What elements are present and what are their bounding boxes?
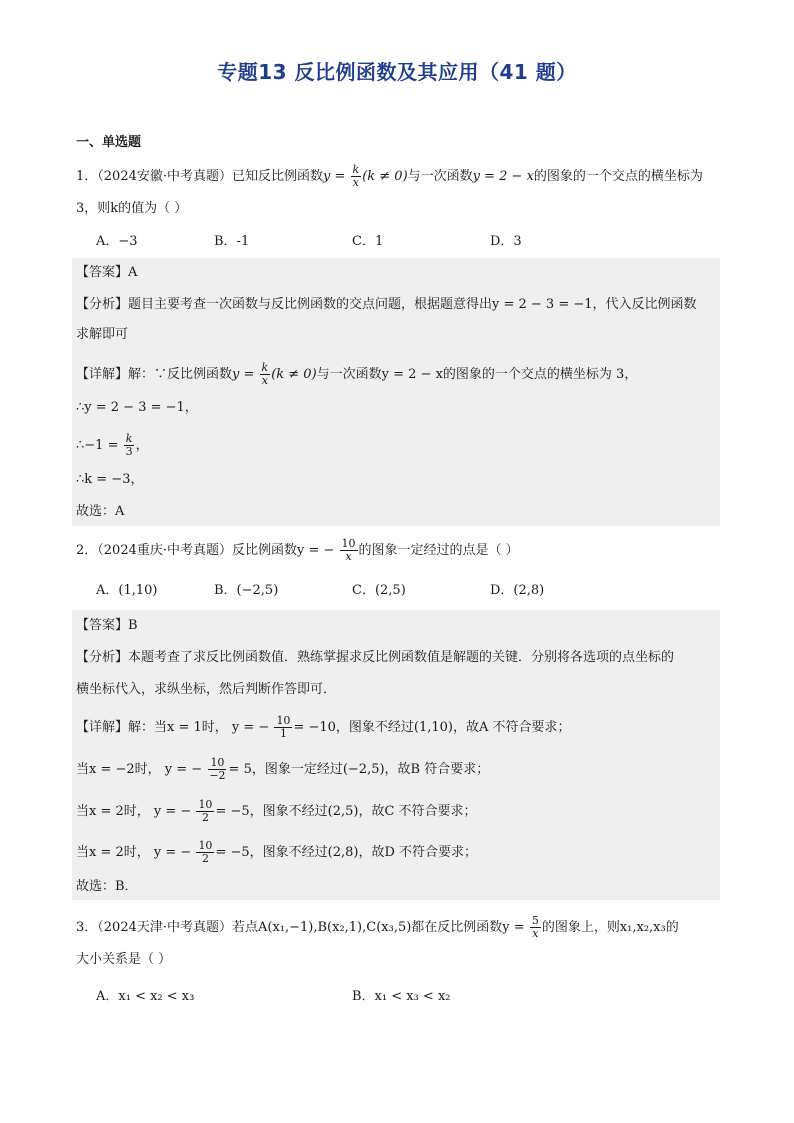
q2-detail3-text-2: = −5，图象不经过(2,5)，故C 不符合要求； <box>215 804 477 819</box>
q2-conclusion: 故选：B． <box>76 879 138 894</box>
q1-step-3: ∴k = −3， <box>76 472 144 487</box>
q2-detail1-text-2: = −10，图象不经过(1,10)，故A 不符合要求； <box>293 720 571 735</box>
frac-den: x <box>532 927 539 940</box>
q1-stem-text-2: 与一次函数 <box>407 169 473 184</box>
q3-stem <box>76 915 679 940</box>
frac-den: x <box>345 550 352 563</box>
page-title: 专题13 反比例函数及其应用（41 题） <box>217 60 577 84</box>
k-condition: (k ≠ 0) <box>362 169 408 184</box>
q3-stem-text-2: 的图象上，则x₁,x₂,x₃的 <box>541 920 679 935</box>
q2-detail4-text: 当x = 2时， y = − <box>76 845 192 860</box>
section-heading: 一、单选题 <box>76 135 142 150</box>
q1-stem-line2: 3，则k的值为（ ） <box>76 201 188 216</box>
fraction-k-over-3 <box>124 433 135 458</box>
q2-option-c: C．(2,5) <box>352 583 406 598</box>
frac-den: 1 <box>279 727 287 740</box>
q2-analysis-2: 横坐标代入，求纵坐标，然后判断作答即可． <box>76 682 337 697</box>
frac-den: −2 <box>209 769 226 782</box>
q1-step2-comma: ， <box>135 438 149 453</box>
frac-num: k <box>261 361 269 374</box>
linear-fn: y = 2 − x <box>472 169 534 184</box>
frac-den: 2 <box>201 811 209 824</box>
q2-detail4-text-2: = −5，图象不经过(2,8)，故D 不符合要求； <box>215 845 477 860</box>
math-y: y = <box>232 367 255 382</box>
frac-num: k <box>125 432 133 445</box>
fraction-5-over-x <box>530 915 541 940</box>
q2-stem-text: 2．（2024重庆·中考真题）反比例函数y = − <box>76 543 335 558</box>
frac-num: 10 <box>210 756 225 769</box>
q1-analysis-2: 求解即可 <box>76 327 129 342</box>
q2-stem-text-2: 的图象一定经过的点是（ ） <box>358 543 519 558</box>
frac-num: 5 <box>531 914 539 927</box>
q2-detail-3 <box>76 799 477 824</box>
frac-den: 2 <box>201 852 209 865</box>
q1-step-1: ∴y = 2 − 3 = −1， <box>76 400 198 415</box>
frac-den: 3 <box>125 445 133 458</box>
q2-detail-1 <box>76 715 571 740</box>
q1-detail <box>76 362 637 387</box>
q2-detail1-text: 【详解】解：当x = 1时， y = − <box>76 720 270 735</box>
q1-option-b: B．-1 <box>214 234 250 249</box>
q1-step2-text: ∴−1 = <box>76 438 119 453</box>
q2-detail-4 <box>76 840 477 865</box>
q1-detail-text: 【详解】解：∵反比例函数 <box>76 367 233 382</box>
q1-stem-text: 1．（2024安徽·中考真题）已知反比例函数 <box>76 169 323 184</box>
fraction-10-over-neg2 <box>207 757 227 782</box>
fraction-10-over-1 <box>274 715 292 740</box>
frac-num: 10 <box>198 839 213 852</box>
q1-answer: 【答案】A <box>76 265 138 280</box>
k-condition: (k ≠ 0) <box>271 367 317 382</box>
q2-stem <box>76 538 519 563</box>
fraction-10-over-2 <box>196 799 214 824</box>
fraction-k-over-x <box>351 164 362 189</box>
q3-stem-text: 3．（2024天津·中考真题）若点A(x₁,−1),B(x₂,1),C(x₃,5)都在反比例函数y = <box>76 920 525 935</box>
q2-analysis-1: 【分析】本题考查了求反比例函数值．熟练掌握求反比例函数值是解题的关键．分别将各选项的点坐标的 <box>76 650 675 665</box>
frac-num: 10 <box>198 798 213 811</box>
frac-num: 10 <box>341 537 356 550</box>
fraction-10-over-2 <box>196 840 214 865</box>
q1-detail-text-2: 与一次函数y = 2 − x的图象的一个交点的横坐标为 3， <box>316 367 638 382</box>
q1-conclusion: 故选：A <box>76 504 125 519</box>
frac-den: x <box>261 374 268 387</box>
q2-detail2-text: 当x = −2时， y = − <box>76 762 203 777</box>
frac-den: x <box>352 176 359 189</box>
q1-stem <box>76 164 703 189</box>
fraction-k-over-x <box>260 362 271 387</box>
q2-option-a: A．(1,10) <box>96 583 158 598</box>
q1-step-2 <box>76 433 149 458</box>
q1-analysis-1: 【分析】题目主要考查一次函数与反比例函数的交点问题，根据题意得出y = 2 − 3 = −1，代入反比例函数 <box>76 297 697 312</box>
q2-answer: 【答案】B <box>76 618 138 633</box>
q3-option-a: A．x₁ < x₂ < x₃ <box>96 989 195 1004</box>
fraction-10-over-x <box>340 538 358 563</box>
q3-stem-line2: 大小关系是（ ） <box>76 952 172 967</box>
q2-detail3-text: 当x = 2时， y = − <box>76 804 192 819</box>
q2-option-b: B．(−2,5) <box>214 583 279 598</box>
q2-detail-2 <box>76 757 489 782</box>
q1-option-a: A．−3 <box>96 234 138 249</box>
q1-option-d: D．3 <box>490 234 522 249</box>
math-y: y = <box>323 169 346 184</box>
q1-option-c: C．1 <box>352 234 384 249</box>
frac-num: k <box>352 163 360 176</box>
frac-num: 10 <box>276 714 291 727</box>
q1-stem-text-3: 的图象的一个交点的横坐标为 <box>533 169 703 184</box>
q2-option-d: D．(2,8) <box>490 583 545 598</box>
q2-detail2-text-2: = 5，图象一定经过(−2,5)，故B 符合要求； <box>228 762 490 777</box>
q3-option-b: B．x₁ < x₃ < x₂ <box>352 989 451 1004</box>
